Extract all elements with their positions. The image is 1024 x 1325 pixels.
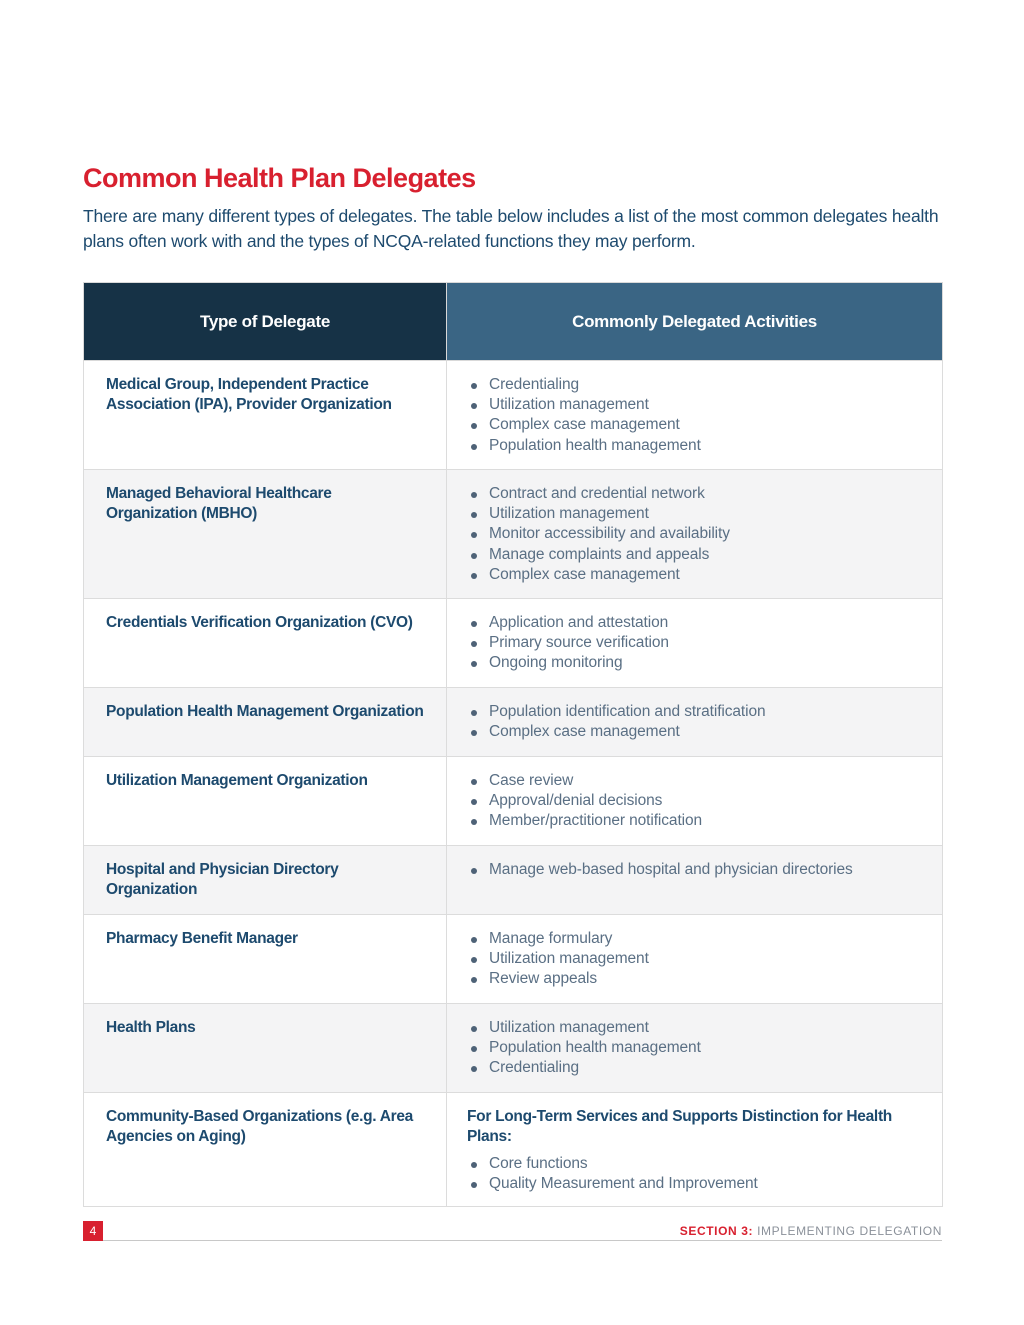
activity-item: Ongoing monitoring: [469, 653, 932, 673]
intro-paragraph: There are many different types of delegates. The table below includes a list of the most common delegates health plans often work with and the types of NCQA-related functions they may perform.: [83, 205, 939, 251]
delegate-type: Hospital and Physician Directory Organization: [84, 846, 447, 915]
activity-item: Population health management: [469, 1038, 932, 1058]
delegates-table: [83, 282, 943, 1207]
activity-item: Credentialing: [469, 1058, 932, 1078]
table-row: [84, 846, 943, 915]
delegate-activities: [447, 361, 943, 470]
activity-item: Complex case management: [469, 565, 932, 585]
activity-item: Member/practitioner notification: [469, 811, 932, 831]
table-row: [84, 599, 943, 688]
activity-list: [469, 1018, 932, 1079]
delegate-type: Credentials Verification Organization (CVO): [84, 599, 447, 688]
table-row: [84, 915, 943, 1004]
delegate-type: Utilization Management Organization: [84, 757, 447, 846]
activity-list: [469, 484, 932, 585]
footer-section-label: [680, 1224, 942, 1238]
table-header-row: [84, 283, 943, 361]
activity-item: Manage web-based hospital and physician directories: [469, 860, 932, 880]
table-row: [84, 361, 943, 470]
activity-item: Utilization management: [469, 395, 932, 415]
activity-list: [469, 1154, 932, 1194]
delegate-type: Community-Based Organizations (e.g. Area Agencies on Aging): [84, 1093, 447, 1207]
section-title: IMPLEMENTING DELEGATION: [757, 1224, 942, 1238]
activity-list: [469, 702, 932, 742]
section-number: SECTION 3:: [679, 1224, 754, 1238]
delegate-activities: [447, 688, 943, 757]
activity-list: [469, 929, 932, 990]
delegate-activities: [447, 757, 943, 846]
ltss-distinction-heading: For Long-Term Services and Supports Distinction for Health Plans:: [467, 1108, 892, 1145]
activity-item: Complex case management: [469, 415, 932, 435]
activity-item: Approval/denial decisions: [469, 791, 932, 811]
activity-item: Primary source verification: [469, 633, 932, 653]
table-row: [84, 688, 943, 757]
delegate-type: Pharmacy Benefit Manager: [84, 915, 447, 1004]
activity-item: Population identification and stratification: [469, 702, 932, 722]
page-title: Common Health Plan Delegates: [83, 163, 476, 194]
activity-item: Complex case management: [469, 722, 932, 742]
activity-item: Credentialing: [469, 375, 932, 395]
table-row: [84, 757, 943, 846]
table-row: [84, 1093, 943, 1207]
activity-item: Case review: [469, 771, 932, 791]
delegate-type: Medical Group, Independent Practice Association (IPA), Provider Organization: [84, 361, 447, 470]
activity-item: Core functions: [469, 1154, 932, 1174]
activity-item: Quality Measurement and Improvement: [469, 1174, 932, 1194]
activity-item: Contract and credential network: [469, 484, 932, 504]
activity-item: Utilization management: [469, 949, 932, 969]
activity-item: Utilization management: [469, 1018, 932, 1038]
footer-divider: [103, 1240, 942, 1241]
delegate-activities: [447, 915, 943, 1004]
delegate-type: Population Health Management Organization: [84, 688, 447, 757]
activity-item: Utilization management: [469, 504, 932, 524]
activity-item: Application and attestation: [469, 613, 932, 633]
delegate-activities: [447, 599, 943, 688]
delegate-activities: [447, 1093, 943, 1207]
activity-list: [469, 860, 932, 880]
header-type-of-delegate: Type of Delegate: [84, 283, 447, 361]
activity-item: Manage complaints and appeals: [469, 545, 932, 565]
activity-list: [469, 375, 932, 456]
delegate-activities: [447, 846, 943, 915]
activity-item: Population health management: [469, 436, 932, 456]
delegate-type: Health Plans: [84, 1004, 447, 1093]
activity-item: Monitor accessibility and availability: [469, 524, 932, 544]
table-row: [84, 470, 943, 599]
activity-item: Review appeals: [469, 969, 932, 989]
activity-item: Manage formulary: [469, 929, 932, 949]
table-row: [84, 1004, 943, 1093]
delegate-activities: [447, 470, 943, 599]
header-commonly-delegated-activities: Commonly Delegated Activities: [447, 283, 943, 361]
activity-list: [469, 771, 932, 832]
delegate-activities: [447, 1004, 943, 1093]
delegate-type: Managed Behavioral Healthcare Organization (MBHO): [84, 470, 447, 599]
activity-list: [469, 613, 932, 674]
page-number: 4: [83, 1221, 103, 1241]
